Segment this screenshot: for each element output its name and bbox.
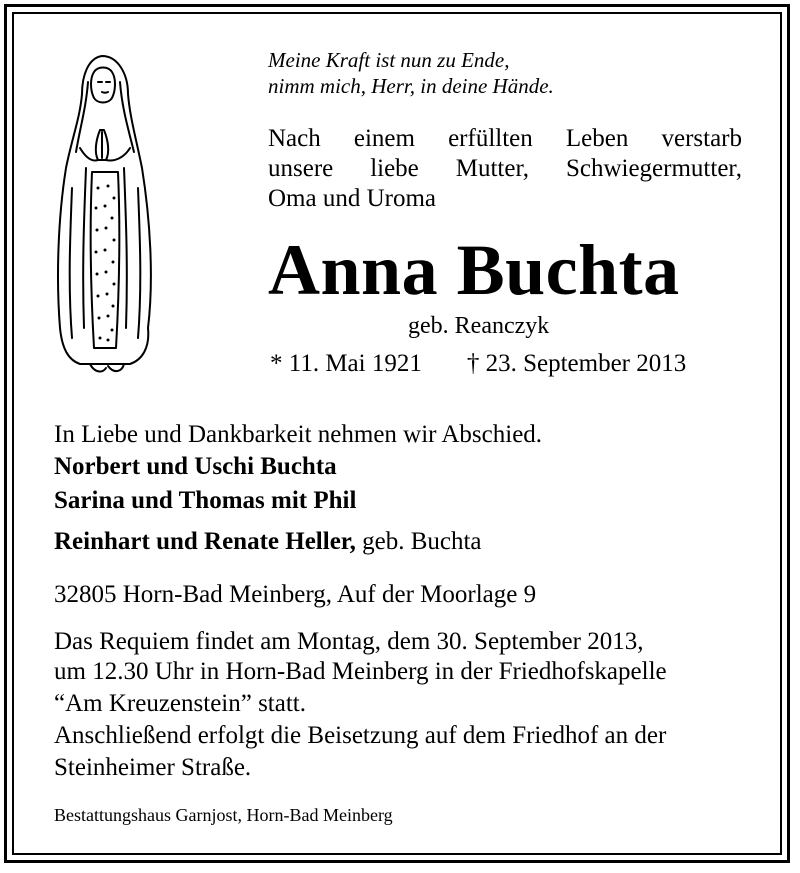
intro-line-2: unsere liebe Mutter, Schwiegermutter, <box>268 155 742 182</box>
service-line-1: Das Requiem findet am Montag, dem 30. September 2013, <box>54 628 644 655</box>
birth-name: geb. Reanczyk <box>408 313 550 339</box>
motto-line-1: Meine Kraft ist nun zu Ende, <box>268 48 510 72</box>
mourner-family-2 <box>54 486 356 516</box>
mourner-family-3 <box>54 527 482 557</box>
undertaker-line: Bestattungshaus Garnjost, Horn-Bad Meinberg <box>54 805 393 825</box>
service-line-5: Steinheimer Straße. <box>54 754 252 781</box>
deceased-name: Anna Buchta <box>268 230 680 310</box>
address-line: 32805 Horn-Bad Meinberg, Auf der Moorlage 9 <box>54 581 537 608</box>
service-line-4: Anschließend erfolgt die Beisetzung auf dem Friedhof an der <box>54 722 667 749</box>
life-dates <box>270 350 686 378</box>
service-line-3: “Am Kreuzenstein” statt. <box>54 690 306 717</box>
intro-text <box>268 124 742 214</box>
intro-line-3: Oma und Uroma <box>268 185 437 212</box>
intro-line-1: Nach einem erfüllten Leben verstarb <box>268 125 742 152</box>
service-line-2: um 12.30 Uhr in Horn-Bad Meinberg in der Friedhofskapelle <box>54 658 667 685</box>
mourner-family-2-name: Sarina und Thomas mit Phil <box>54 487 357 514</box>
death-date: † 23. September 2013 <box>466 350 687 377</box>
madonna-illustration <box>50 48 160 378</box>
mourner-family-1 <box>54 452 337 482</box>
mourner-family-3-name: Reinhart und Renate Heller, <box>54 528 356 555</box>
mourner-family-3-maiden: geb. Buchta <box>355 528 482 555</box>
motto-line-2: nimm mich, Herr, in deine Hände. <box>268 74 554 98</box>
birth-date: * 11. Mai 1921 <box>270 350 422 377</box>
farewell-line: In Liebe und Dankbarkeit nehmen wir Abschied. <box>54 421 543 448</box>
mourner-family-1-name: Norbert und Uschi Buchta <box>54 453 337 480</box>
